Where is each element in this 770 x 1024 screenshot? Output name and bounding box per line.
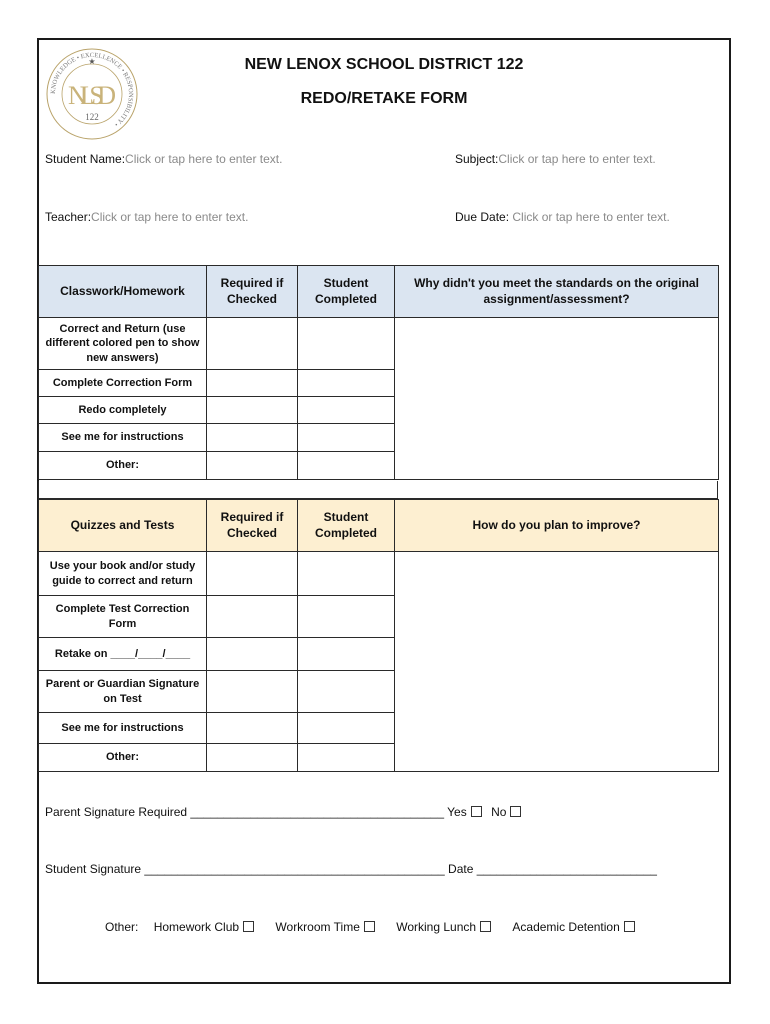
completed-checkbox-cell[interactable] bbox=[298, 671, 395, 713]
subject-placeholder[interactable]: Click or tap here to enter text. bbox=[498, 152, 656, 166]
academic-detention-checkbox[interactable] bbox=[624, 921, 635, 932]
quizzes-row-label: Retake on ____/____/____ bbox=[39, 638, 207, 671]
homework-club-checkbox[interactable] bbox=[243, 921, 254, 932]
teacher-label: Teacher: bbox=[45, 210, 92, 224]
classwork-header: Classwork/Homework bbox=[39, 266, 207, 318]
quizzes-row-label: Other: bbox=[39, 744, 207, 772]
logo-number: 122 bbox=[85, 112, 99, 122]
required-header: Required if Checked bbox=[207, 266, 298, 318]
required-checkbox-cell[interactable] bbox=[207, 596, 298, 638]
classwork-row-label: Correct and Return (use different colored pen to show new answers) bbox=[39, 318, 207, 370]
completed-checkbox-cell[interactable] bbox=[298, 318, 395, 370]
student-name-label: Student Name: bbox=[45, 152, 126, 166]
logo-letters: NLSD bbox=[68, 81, 116, 110]
working-lunch-checkbox[interactable] bbox=[480, 921, 491, 932]
completed-checkbox-cell[interactable] bbox=[298, 713, 395, 744]
quizzes-row-label: See me for instructions bbox=[39, 713, 207, 744]
completed-checkbox-cell[interactable] bbox=[298, 452, 395, 480]
required-checkbox-cell[interactable] bbox=[207, 424, 298, 452]
required-checkbox-cell[interactable] bbox=[207, 713, 298, 744]
yes-checkbox[interactable] bbox=[471, 806, 482, 817]
student-signature-line[interactable] bbox=[45, 862, 657, 876]
required-checkbox-cell[interactable] bbox=[207, 452, 298, 480]
completed-header: Student Completed bbox=[298, 500, 395, 552]
parent-signature-line[interactable] bbox=[45, 805, 521, 819]
subject-field[interactable] bbox=[455, 152, 656, 166]
due-date-label: Due Date: bbox=[455, 210, 513, 224]
option-working-lunch[interactable]: Working Lunch bbox=[396, 920, 491, 934]
district-title: NEW LENOX SCHOOL DISTRICT 122 bbox=[244, 56, 524, 73]
quizzes-table bbox=[38, 499, 719, 772]
other-label: Other: bbox=[105, 920, 139, 934]
no-checkbox[interactable] bbox=[510, 806, 521, 817]
quizzes-header: Quizzes and Tests bbox=[39, 500, 207, 552]
required-checkbox-cell[interactable] bbox=[207, 744, 298, 772]
required-header: Required if Checked bbox=[207, 500, 298, 552]
no-label: No bbox=[491, 805, 507, 819]
completed-checkbox-cell[interactable] bbox=[298, 370, 395, 397]
why-header: Why didn't you meet the standards on the original assignment/assessment? bbox=[395, 266, 719, 318]
form-title: REDO/RETAKE FORM bbox=[300, 90, 468, 107]
completed-checkbox-cell[interactable] bbox=[298, 397, 395, 424]
student-name-placeholder[interactable]: Click or tap here to enter text. bbox=[125, 152, 283, 166]
required-checkbox-cell[interactable] bbox=[207, 397, 298, 424]
svg-text:★: ★ bbox=[88, 57, 96, 66]
option-academic-detention[interactable]: Academic Detention bbox=[512, 920, 634, 934]
redo-retake-form bbox=[37, 38, 731, 984]
completed-checkbox-cell[interactable] bbox=[298, 744, 395, 772]
due-date-field[interactable] bbox=[455, 210, 670, 224]
parent-signature-label: Parent Signature Required ______________________________________ Yes bbox=[45, 805, 467, 819]
student-signature-label: Student Signature _____________________________________________ Date ___________________________ bbox=[45, 862, 657, 876]
completed-checkbox-cell[interactable] bbox=[298, 552, 395, 596]
why-response-area[interactable] bbox=[395, 318, 719, 480]
completed-checkbox-cell[interactable] bbox=[298, 596, 395, 638]
table-spacer bbox=[38, 481, 718, 499]
other-options bbox=[105, 920, 635, 934]
completed-checkbox-cell[interactable] bbox=[298, 424, 395, 452]
quizzes-row-label: Parent or Guardian Signature on Test bbox=[39, 671, 207, 713]
improve-header: How do you plan to improve? bbox=[395, 500, 719, 552]
required-checkbox-cell[interactable] bbox=[207, 638, 298, 671]
quizzes-row-label: Complete Test Correction Form bbox=[39, 596, 207, 638]
completed-header: Student Completed bbox=[298, 266, 395, 318]
classwork-row-label: Complete Correction Form bbox=[39, 370, 207, 397]
due-date-placeholder[interactable]: Click or tap here to enter text. bbox=[512, 210, 670, 224]
classwork-row-label: See me for instructions bbox=[39, 424, 207, 452]
teacher-placeholder[interactable]: Click or tap here to enter text. bbox=[91, 210, 249, 224]
subject-label: Subject: bbox=[455, 152, 499, 166]
option-homework-club[interactable]: Homework Club bbox=[154, 920, 254, 934]
required-checkbox-cell[interactable] bbox=[207, 318, 298, 370]
teacher-field[interactable] bbox=[45, 210, 248, 224]
required-checkbox-cell[interactable] bbox=[207, 370, 298, 397]
completed-checkbox-cell[interactable] bbox=[298, 638, 395, 671]
logo-ring-text: KNOWLEDGE • EXCELLENCE • RESPONSIBILITY • bbox=[49, 51, 135, 128]
student-name-field[interactable] bbox=[45, 152, 282, 166]
required-checkbox-cell[interactable] bbox=[207, 552, 298, 596]
classwork-row-label: Other: bbox=[39, 452, 207, 480]
classwork-table bbox=[38, 265, 719, 480]
quizzes-row-label: Use your book and/or study guide to correct and return bbox=[39, 552, 207, 596]
option-workroom-time[interactable]: Workroom Time bbox=[275, 920, 374, 934]
classwork-row-label: Redo completely bbox=[39, 397, 207, 424]
improve-response-area[interactable] bbox=[395, 552, 719, 772]
workroom-time-checkbox[interactable] bbox=[364, 921, 375, 932]
required-checkbox-cell[interactable] bbox=[207, 671, 298, 713]
